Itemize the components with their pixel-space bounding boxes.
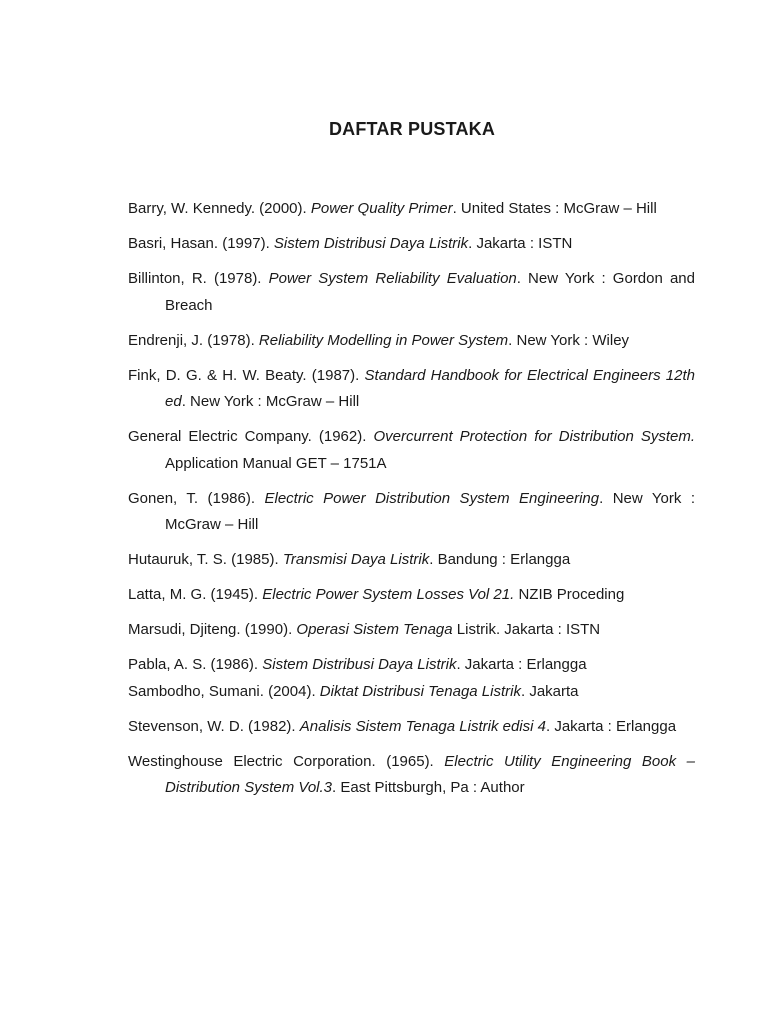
reference-publisher: . New York : Wiley xyxy=(508,331,630,349)
reference-title: Reliability Modelling in Power System xyxy=(258,331,509,349)
reference-entry xyxy=(128,547,695,574)
reference-title: Operasi Sistem Tenaga xyxy=(296,621,453,638)
reference-publisher: . New York : Gordon and Breach xyxy=(165,270,695,314)
reference-author-year: Endrenji, J. (1978). xyxy=(128,331,259,349)
reference-entry xyxy=(128,617,695,644)
reference-author-year: Fink, D. G. & H. W. Beaty. (1987). xyxy=(128,366,365,384)
page-title: DAFTAR PUSTAKA xyxy=(328,119,496,139)
reference-entry xyxy=(128,679,695,706)
reference-title: Standard Handbook for Electrical Engineers 12th ed xyxy=(165,366,696,410)
reference-title: Power Quality Primer xyxy=(310,200,453,217)
reference-entry xyxy=(128,363,695,416)
reference-author-year: Barry, W. Kennedy. (2000). xyxy=(128,200,311,217)
reference-title: Electric Power Distribution System Engineering xyxy=(264,489,600,507)
reference-entry xyxy=(128,424,695,477)
reference-entry xyxy=(128,486,695,539)
reference-entry xyxy=(128,328,695,355)
reference-entry xyxy=(128,714,695,741)
reference-author-year: Sambodho, Sumani. (2004). xyxy=(128,682,320,700)
reference-publisher: Listrik. Jakarta : ISTN xyxy=(452,621,601,638)
reference-author-year: Marsudi, Djiteng. (1990). xyxy=(128,621,297,638)
reference-publisher: NZIB Proceding xyxy=(514,586,625,603)
reference-author-year: Stevenson, W. D. (1982). xyxy=(128,717,300,735)
reference-publisher: . United States : McGraw – Hill xyxy=(452,200,657,217)
reference-title: Overcurrent Protection for Distribution System. xyxy=(373,428,695,445)
reference-author-year: Pabla, A. S. (1986). xyxy=(128,656,263,673)
reference-publisher: . Jakarta : Erlangga xyxy=(545,717,677,735)
reference-title: Diktat Distribusi Tenaga Listrik xyxy=(319,682,521,700)
reference-list xyxy=(128,196,695,810)
reference-author-year: General Electric Company. (1962). xyxy=(128,428,374,445)
reference-entry xyxy=(128,231,695,258)
reference-publisher: . Jakarta : ISTN xyxy=(468,235,573,252)
reference-author-year: Westinghouse Electric Corporation. (1965). xyxy=(128,752,445,770)
reference-title: Power System Reliability Evaluation xyxy=(268,270,517,287)
reference-publisher: . New York : McGraw – Hill xyxy=(181,393,360,410)
reference-publisher: . New York : McGraw – Hill xyxy=(165,489,695,533)
reference-title: Transmisi Daya Listrik xyxy=(282,551,430,568)
reference-entry xyxy=(128,652,695,679)
reference-author-year: Latta, M. G. (1945). xyxy=(128,586,263,603)
reference-publisher: Application Manual GET – 1751A xyxy=(165,454,387,472)
reference-author-year: Gonen, T. (1986). xyxy=(128,489,265,507)
reference-title: Electric Utility Engineering Book – Distribution System Vol.3 xyxy=(165,752,695,796)
reference-entry xyxy=(128,749,695,802)
reference-title: Electric Power System Losses Vol 21. xyxy=(262,586,515,603)
reference-title: Analisis Sistem Tenaga Listrik edisi 4 xyxy=(299,717,546,735)
reference-entry xyxy=(128,196,695,223)
reference-author-year: Hutauruk, T. S. (1985). xyxy=(128,551,283,568)
reference-publisher: . East Pittsburgh, Pa : Author xyxy=(332,779,525,796)
reference-author-year: Basri, Hasan. (1997). xyxy=(128,235,274,252)
reference-title: Sistem Distribusi Daya Listrik xyxy=(262,656,457,673)
reference-publisher: . Jakarta xyxy=(520,682,579,700)
reference-publisher: . Jakarta : Erlangga xyxy=(456,656,587,673)
reference-entry xyxy=(128,582,695,609)
reference-entry xyxy=(128,266,695,319)
reference-title: Sistem Distribusi Daya Listrik xyxy=(273,235,469,252)
reference-author-year: Billinton, R. (1978). xyxy=(128,270,269,287)
reference-publisher: . Bandung : Erlangga xyxy=(429,551,571,568)
